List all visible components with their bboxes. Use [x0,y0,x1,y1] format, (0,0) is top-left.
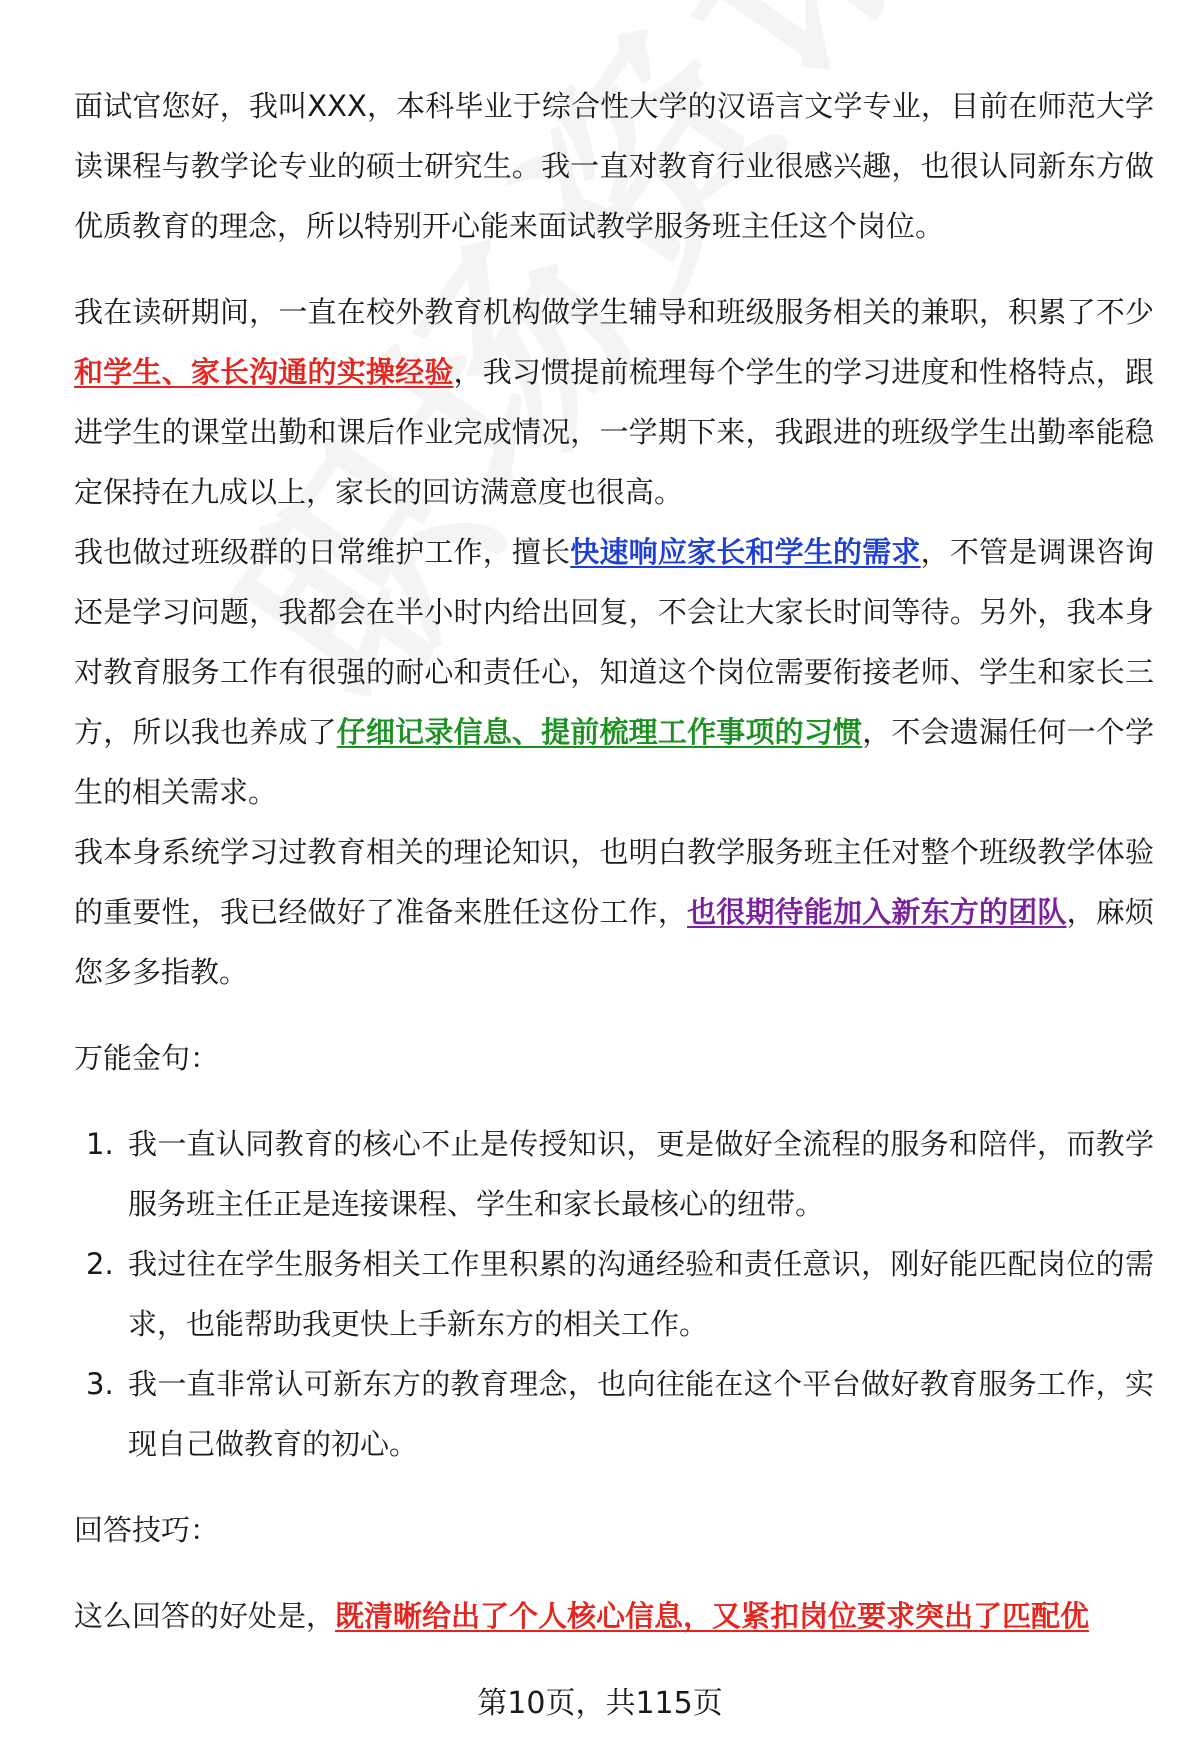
list-text: 我一直认同教育的核心不止是传授知识，更是做好全流程的服务和陪伴，而教学服务班主任正是连接课程、学生和家长最核心的纽带。 [128,1127,1154,1221]
highlight-red: 既清晰给出了个人核心信息，又紧扣岗位要求突出了匹配优 [335,1599,1090,1633]
paragraph-tips [74,1586,1154,1646]
list-item [74,1354,1154,1474]
page-number: 第10页，共115页 [477,1686,723,1721]
list-item [74,1234,1154,1354]
list-text: 我过往在学生服务相关工作里积累的沟通经验和责任意识，刚好能匹配岗位的需求，也能帮助我更快上手新东方的相关工作。 [128,1247,1154,1341]
paragraph-text: ，麻烦您多多指教。 [74,895,1154,989]
list-number: 1. [86,1127,114,1161]
list-number: 2. [86,1247,114,1281]
list-item [74,1114,1154,1234]
paragraph-text: ，我习惯提前梳理每个学生的学习进度和性格特点，跟进学生的课堂出勤和课后作业完成情况，一学期下来，我跟进的班级学生出勤率能稳定保持在九成以上，家长的回访满意度也很高。 [74,355,1154,509]
paragraph-text: 我本身系统学习过教育相关的理论知识，也明白教学服务班主任对整个班级教学体验的重要性，我已经做好了准备来胜任这份工作， [74,835,1154,929]
list-number: 3. [86,1367,114,1401]
paragraph-text: 我也做过班级群的日常维护工作，擅长 [74,535,571,569]
paragraph-closing [74,822,1154,1002]
paragraph-text: 我在读研期间，一直在校外教育机构做学生辅导和班级服务相关的兼职，积累了不少 [74,295,1154,329]
highlight-red: 和学生、家长沟通的实操经验 [74,355,454,389]
paragraph-text: 这么回答的好处是， [74,1599,336,1633]
paragraph-group-maintenance [74,522,1154,822]
document-body [74,76,1154,1646]
paragraph-text: ，不管是调课咨询还是学习问题，我都会在半小时内给出回复，不会让大家长时间等待。另外，我本身对教育服务工作有很强的耐心和责任心，知道这个岗位需要衔接老师、学生和家长三方，所以我也养成了 [74,535,1154,749]
answer-tips-heading: 回答技巧： [74,1513,220,1547]
paragraph-experience [74,282,1154,522]
list-text: 我一直非常认可新东方的教育理念，也向往能在这个平台做好教育服务工作，实现自己做教育的初心。 [128,1367,1154,1461]
highlight-blue: 快速响应家长和学生的需求 [570,535,921,569]
paragraph-text: ，不会遗漏任何一个学生的相关需求。 [74,715,1154,809]
golden-sentences-heading: 万能金句： [74,1041,220,1075]
highlight-purple: 也很期待能加入新东方的团队 [687,895,1067,929]
golden-sentences-list [74,1114,1154,1474]
highlight-green: 仔细记录信息、提前梳理工作事项的习惯 [336,715,863,749]
paragraph-intro: 面试官您好，我叫XXX，本科毕业于综合性大学的汉语言文学专业，目前在师范大学读课程与教学论专业的硕士研究生。我一直对教育行业很感兴趣，也很认同新东方做优质教育的理念，所以特别开心能来面试教学服务班主任这个岗位。 [74,89,1154,243]
